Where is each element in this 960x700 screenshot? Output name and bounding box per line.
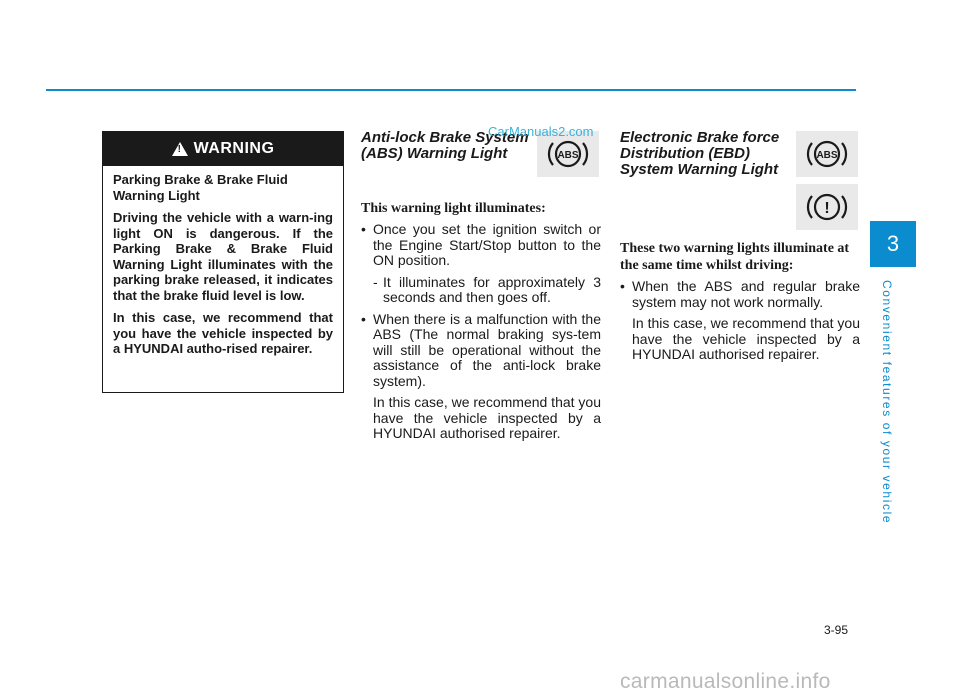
warning-label: WARNING <box>193 140 275 157</box>
warning-header <box>103 132 343 166</box>
abs-intro: This warning light illuminates: <box>361 201 546 216</box>
warning-paragraph-2: In this case, we recommend that you have the vehicle inspected by a HYUNDAI autho-rised repairer. <box>113 310 333 356</box>
warning-title: Parking Brake & Brake Fluid Warning Light <box>113 172 288 203</box>
abs-bullet-2-para: In this case, we recommend that you have the vehicle inspected by a HYUNDAI authorised repairer. <box>373 394 601 441</box>
page-number: 3-95 <box>824 623 849 637</box>
abs-title-line-2: (ABS) Warning Light <box>361 145 508 162</box>
abs-bullet-1-text: Once you set the ignition switch or the Engine Start/Stop button to the ON position. <box>373 221 601 268</box>
warning-triangle-icon <box>172 142 188 156</box>
abs-bullet-list <box>361 222 601 442</box>
warning-body <box>103 166 343 357</box>
list-item: • When the ABS and regular brake system may not work normally. In this case, we recommend that you have the vehicle inspected by a HYUNDAI authorised repairer. <box>620 278 860 362</box>
ebd-intro: These two warning lights illuminate at the same time whilst driving: <box>620 241 850 273</box>
ebd-abs-icon-text: ABS <box>816 150 838 161</box>
ebd-abs-warning-icon <box>796 131 858 177</box>
ebd-bullet-1-text: When the ABS and regular brake system may not work normally. <box>632 278 860 310</box>
list-item: • When there is a malfunction with the ABS (The normal braking sys-tem will still be operational without the assistance of the anti-lock brake system). In this case, we recommend that you have the vehicle inspected by a HYUNDAI authorised repairer. <box>361 310 601 441</box>
abs-title-line-1: Anti-lock Brake System <box>361 129 529 146</box>
chapter-title: Convenient features of your vehicle <box>880 280 894 525</box>
top-rule <box>46 89 856 91</box>
ebd-bullet-1-para: In this case, we recommend that you have the vehicle inspected by a HYUNDAI authorised repairer. <box>632 315 860 362</box>
abs-section <box>361 130 601 448</box>
abs-bullet-1-sub-text: It illuminates for approximately 3 seconds and then goes off. <box>383 273 601 305</box>
footer-site: carmanualsonline.info <box>620 670 831 693</box>
brake-icon-text: ! <box>824 200 830 217</box>
ebd-bullet-list <box>620 279 860 363</box>
warning-paragraph-1: Driving the vehicle with a warn-ing light ON is dangerous. If the Parking Brake & Brake Fluid Warning Light illuminates with the parking brake released, it indicates that the brake fluid level is low. <box>113 210 333 303</box>
ebd-title-line-1: Electronic Brake force <box>620 129 780 146</box>
brake-warning-icon <box>796 184 858 230</box>
ebd-title-line-3: System Warning Light <box>620 161 779 178</box>
list-item: • Once you set the ignition switch or the Engine Start/Stop button to the ON position. - It illuminates for approximately 3 seconds and then goes off. <box>361 221 601 305</box>
abs-bullet-1-sub: - It illuminates for approximately 3 seconds and then goes off. <box>373 273 601 305</box>
ebd-title-line-2: Distribution (EBD) <box>620 145 750 162</box>
warning-box <box>102 131 344 393</box>
watermark: CarManuals2.com <box>488 124 594 139</box>
abs-icon-text: ABS <box>557 150 579 161</box>
chapter-tab: 3 <box>870 221 916 267</box>
abs-bullet-2-text: When there is a malfunction with the ABS (The normal braking sys-tem will still be operational without the assistance of the anti-lock brake system). <box>373 310 601 389</box>
